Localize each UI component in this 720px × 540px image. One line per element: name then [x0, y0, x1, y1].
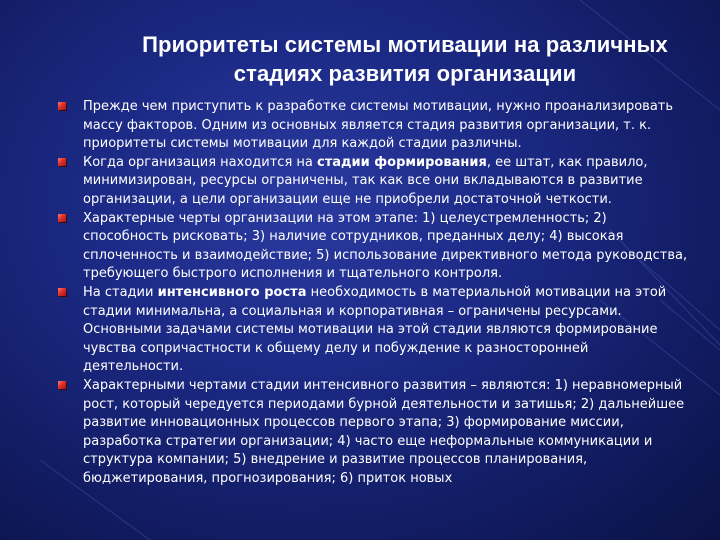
item-text: Прежде чем приступить к разработке системы мотивации, нужно проанализировать массу факторов. Одним из основных является стадия развития организации, т. к. приоритеты системы мотивации для каждой стадии различны.	[83, 99, 674, 152]
item-text: Характерные черты организации на этом этапе: 1) целеустремленность; 2) способность рисковать; 3) наличие сотрудников, преданных делу; 4) высокая сплоченность и взаимодействие; 5) использование директивного метода руководства, требующего быстрого исполнения и тщательного контроля.	[83, 210, 688, 282]
bullet-icon	[58, 288, 66, 296]
bullet-icon	[58, 158, 66, 166]
list-item	[58, 210, 690, 284]
bullet-list	[58, 98, 690, 488]
list-item	[58, 98, 690, 154]
item-text-bold: стадии формирования	[317, 154, 487, 170]
list-item	[58, 284, 690, 377]
title-line-2: стадиях развития организации	[233, 61, 577, 86]
bullet-icon	[58, 214, 66, 222]
list-item	[58, 377, 690, 489]
list-item	[58, 154, 690, 210]
item-text-bold: интенсивного роста	[157, 284, 307, 300]
bullet-icon	[58, 102, 66, 110]
item-text-post: необходимость в материальной мотивации на этой стадии минимальна, а социальная и корпоративная – ограничены ресурсами. Основными задачами системы мотивации на этой стадии являются формирование чувства сопричастности к общему делу и побуждение к разносторонней деятельности.	[83, 284, 667, 375]
item-text-post: , ее штат, как правило, минимизирован, ресурсы ограничены, так как все они вкладываются в развитие организации, а цели организации еще не приобрели достаточной четкости.	[83, 154, 648, 207]
item-text-pre: На стадии	[83, 284, 158, 300]
item-text: Характерными чертами стадии интенсивного развития – являются: 1) неравномерный рост, который чередуется периодами бурной деятельности и затишья; 2) дальнейшее развитие инновационных процессов первого этапа; 3) формирование миссии, разработка стратегии организации; 4) часто еще неформальные коммуникации и структура компании; 5) внедрение и развитие процессов планирования, бюджетирования, прогнозирования; 6) приток новых	[83, 377, 685, 486]
title-line-1: Приоритеты системы мотивации на различных	[142, 32, 668, 57]
item-text-pre: Когда организация находится на	[83, 154, 317, 170]
bullet-icon	[58, 381, 66, 389]
slide-title	[90, 30, 720, 88]
